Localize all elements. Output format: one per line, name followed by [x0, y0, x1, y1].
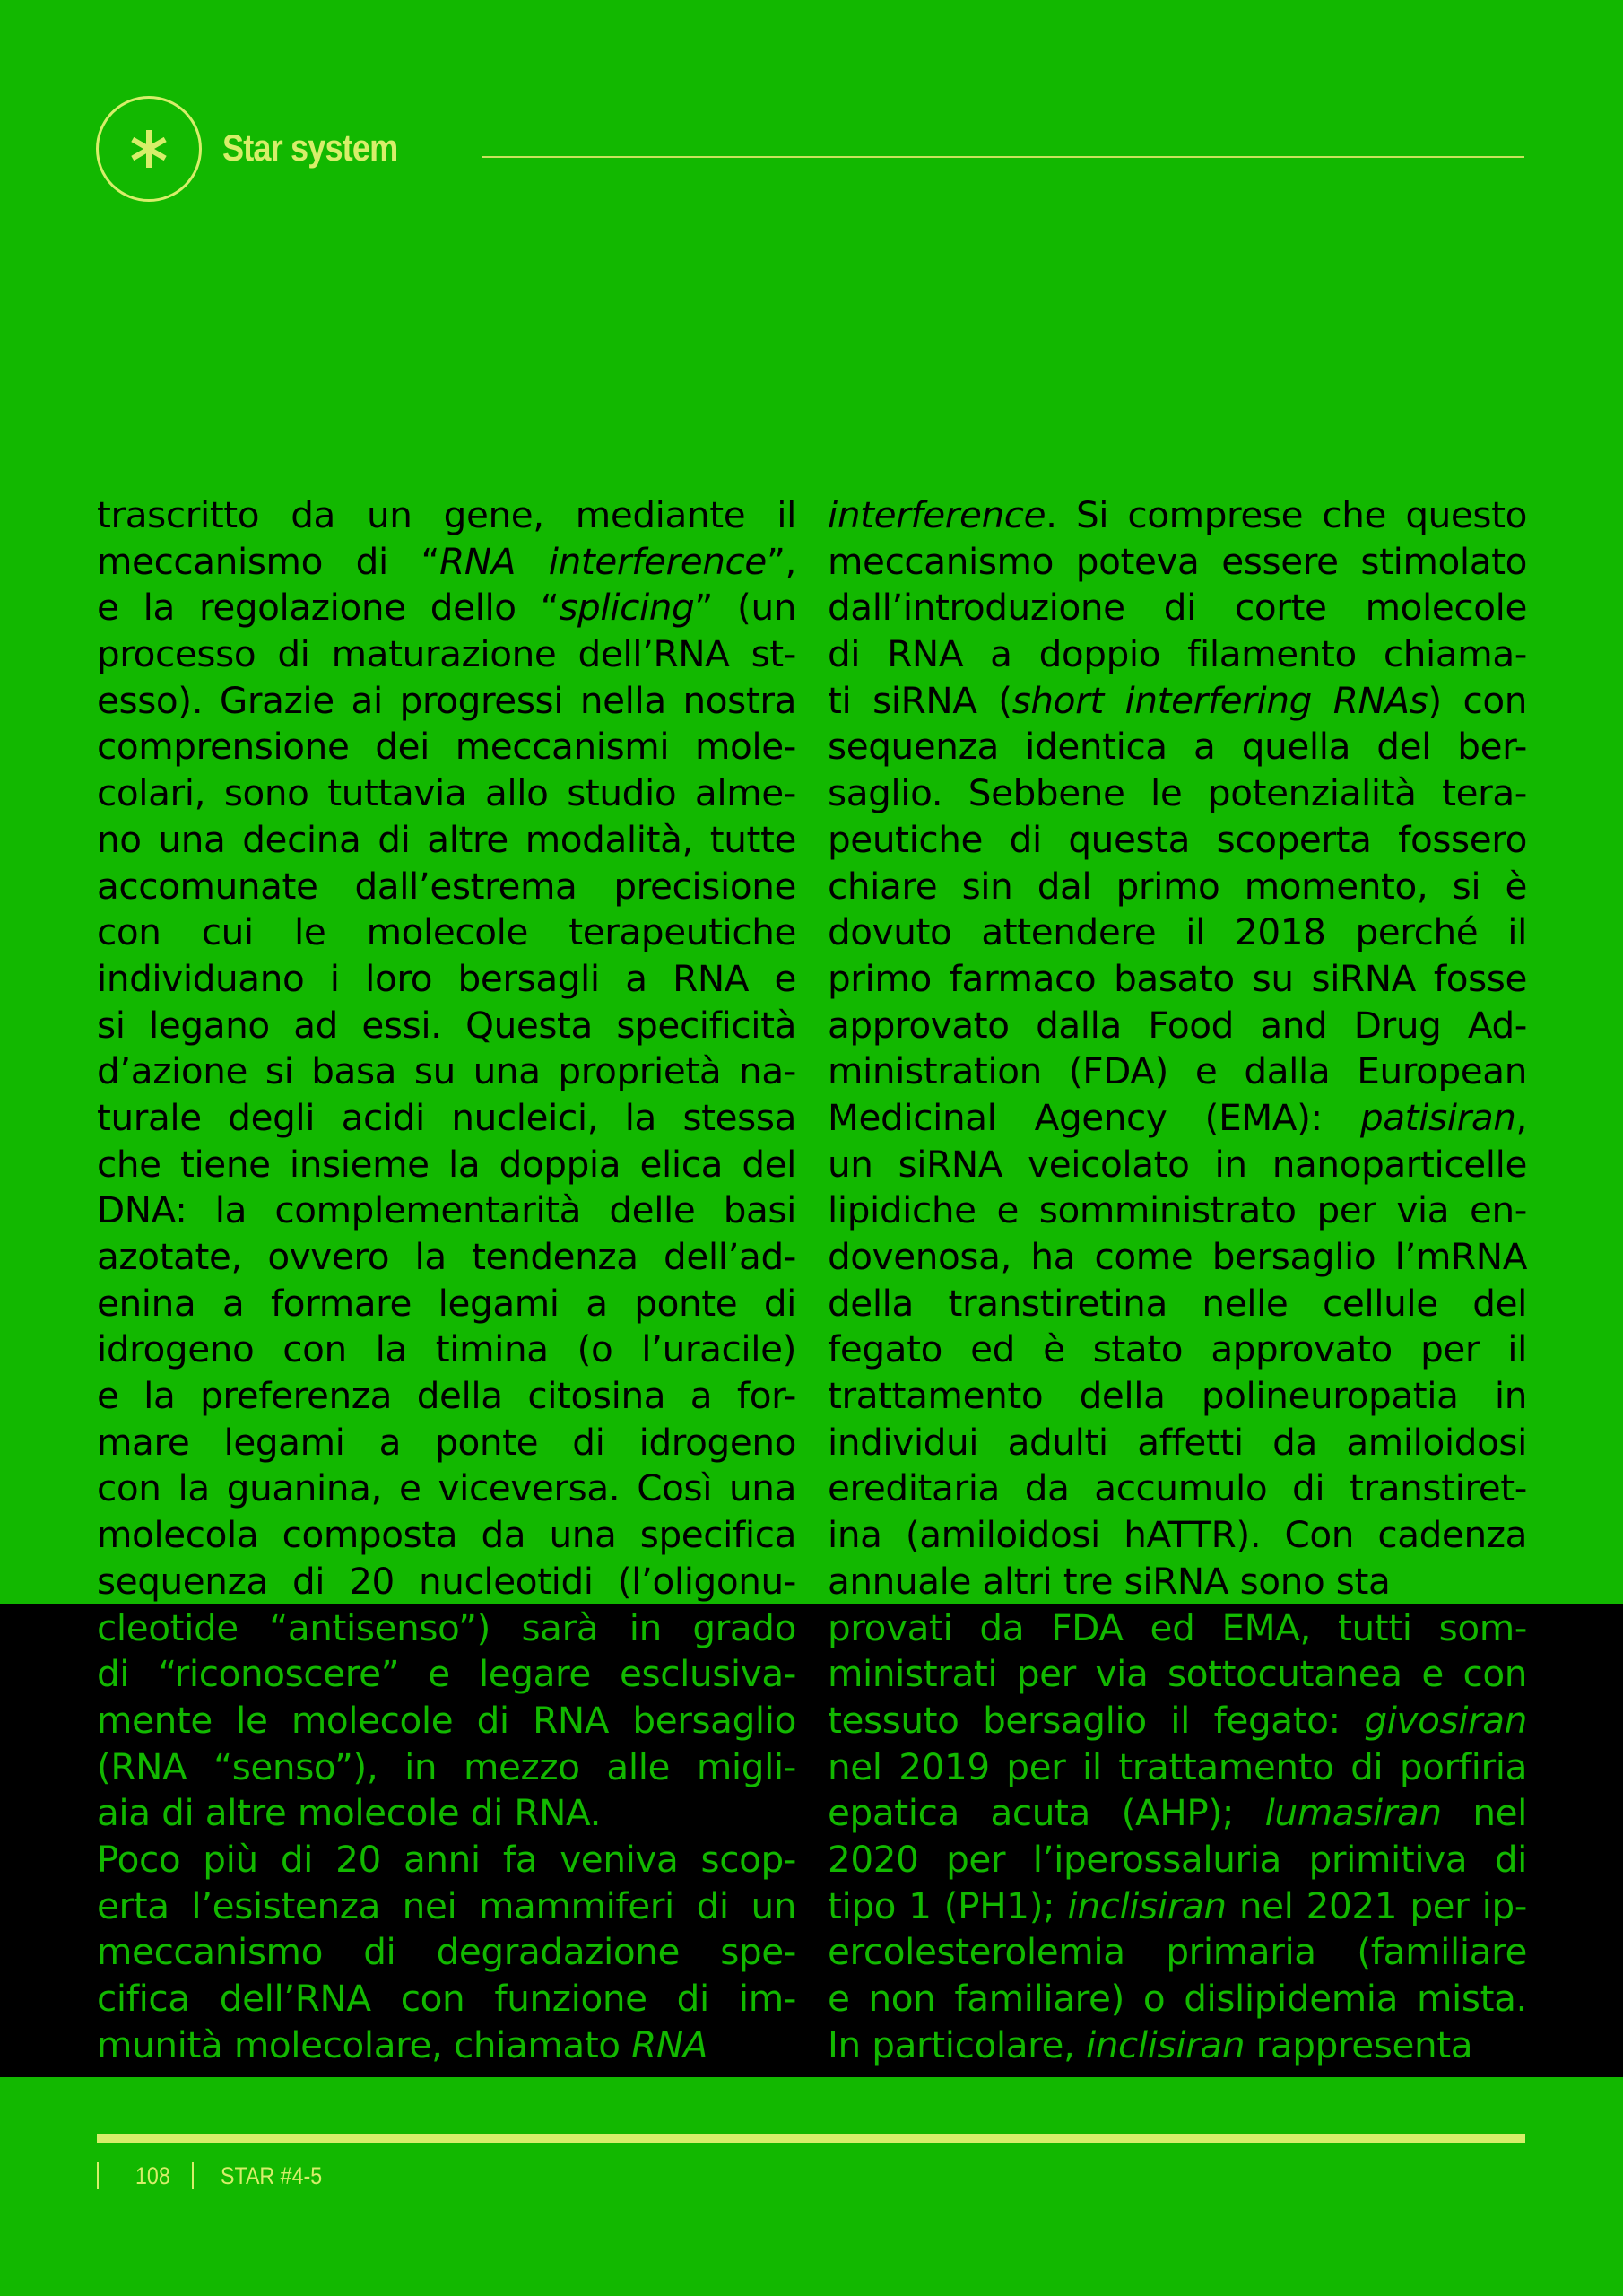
text-line: colari, sono tuttavia allo studio almе- [97, 771, 796, 815]
text-line: si legano ad essi. Questa specificità [97, 1003, 796, 1047]
text-line: e la regolazione dello “splicing” (un [97, 586, 796, 630]
left-column [97, 492, 796, 2068]
text-line: Medicinal Agency (EMA): patisiran, [828, 1095, 1527, 1139]
star-system-logo [96, 96, 202, 202]
text-line: ina (amiloidosi hATTR). Con cadenza [828, 1513, 1527, 1557]
header-rule [482, 156, 1524, 158]
issue-label: STAR #4-5 [221, 2162, 323, 2189]
text-line: mare legami a ponte di idrogeno [97, 1420, 796, 1464]
text-line: interference. Si comprese che questo [828, 493, 1527, 536]
text-line: turale degli acidi nucleici, la stessa [97, 1095, 796, 1139]
text-line: con cui le molecole terapeutiche [97, 910, 796, 954]
text-line: erta l’esistenza nei mammiferi di un [97, 1883, 796, 1927]
text-line: DNA: la complementarità delle basi [97, 1188, 796, 1232]
text-line: ministrati per via sottocutanea e con [828, 1652, 1527, 1696]
text-line: trattamento della polineuropatia in [828, 1374, 1527, 1418]
text-line: che tiene insieme la doppia elica del [97, 1142, 796, 1186]
asterisk-icon [128, 128, 169, 170]
text-line: primo farmaco basato su siRNA fosse [828, 956, 1527, 1000]
text-line: fegato ed è stato approvato per il [828, 1327, 1527, 1371]
footer-divider [97, 2162, 99, 2189]
text-line: individui adulti affetti da amiloidosi [828, 1420, 1527, 1464]
text-line: individuano i loro bersagli a RNA e [97, 956, 796, 1000]
text-line: e la preferenza della citosina a for- [97, 1374, 796, 1418]
footer-rule [97, 2134, 1525, 2143]
page-number: 108 [135, 2162, 170, 2189]
text-line: tipo 1 (PH1); inclisiran nel 2021 per ip- [828, 1883, 1527, 1927]
text-line: azotate, ovvero la tendenza dell’ad- [97, 1235, 796, 1278]
text-line: nel 2019 per il trattamento di porfiria [828, 1744, 1527, 1788]
text-line: In particolare, inclisiran rappresenta [828, 2022, 1473, 2066]
text-line: meccanismo poteva essere stimolato [828, 539, 1527, 583]
text-line: trascritto da un gene, mediante il [97, 493, 796, 536]
text-line: tessuto bersaglio il fegato: givosiran [828, 1698, 1527, 1742]
text-line: mente le molecole di RNA bersaglio [97, 1698, 796, 1742]
text-line: ti siRNA (short interfering RNAs) con [828, 678, 1527, 722]
text-line: molecola composta da una specifica [97, 1513, 796, 1557]
text-line: chiare sin dal primo momento, si è [828, 864, 1527, 908]
text-line: sequenza identica a quella del ber- [828, 725, 1527, 769]
text-line: epatica acuta (AHP); lumasiran nel [828, 1791, 1527, 1835]
text-line: ereditaria da accumulo di transtiret- [828, 1466, 1527, 1510]
text-line: accomunate dall’estrema precisione [97, 864, 796, 908]
text-line: lipidiche e somministrato per via en- [828, 1188, 1527, 1232]
text-line: saglio. Sebbene le potenzialità tera- [828, 771, 1527, 815]
text-line: approvato dalla Food and Drug Ad- [828, 1003, 1527, 1047]
text-line: con la guanina, e viceversa. Così una [97, 1466, 796, 1510]
text-line: enina a formare legami a ponte di [97, 1281, 796, 1325]
text-line: idrogeno con la timina (o l’uracile) [97, 1327, 796, 1371]
text-line: munità molecolare, chiamato RNA [97, 2022, 708, 2066]
text-line: esso). Grazie ai progressi nella nostra [97, 678, 796, 722]
text-line: aia di altre molecole di RNA. [97, 1791, 602, 1835]
text-line: meccanismo di degradazione spe- [97, 1930, 796, 1974]
text-line: sequenza di 20 nucleotidi (l’oligonu- [97, 1559, 796, 1603]
text-line: dovuto attendere il 2018 perché il [828, 910, 1527, 954]
text-line: ministration (FDA) e dalla European [828, 1049, 1527, 1093]
text-line: dovenosa, ha come bersaglio l’mRNA [828, 1235, 1527, 1278]
text-line: comprensione dei meccanismi mole- [97, 725, 796, 769]
text-line: no una decina di altre modalità, tutte [97, 817, 796, 861]
text-line: (RNA “senso”), in mezzo alle migli- [97, 1744, 796, 1788]
text-line: un siRNA veicolato in nanoparticelle [828, 1142, 1527, 1186]
footer-divider [192, 2162, 194, 2189]
right-column [828, 492, 1527, 2068]
text-line: cleotide “antisenso”) sarà in grado [97, 1605, 796, 1649]
text-line: ercolesterolemia primaria (familiare [828, 1930, 1527, 1974]
text-line: 2020 per l’iperossaluria primitiva di [828, 1837, 1527, 1881]
text-line: annuale altri tre siRNA sono sta [828, 1559, 1391, 1603]
text-line: di “riconoscere” e legare esclusiva- [97, 1652, 796, 1696]
text-line: provati da FDA ed EMA, tutti som- [828, 1605, 1527, 1649]
text-line: cifica dell’RNA con funzione di im- [97, 1977, 796, 2020]
text-line: dall’introduzione di corte molecole [828, 586, 1527, 630]
text-line: processo di maturazione dell’RNA st- [97, 632, 796, 676]
text-line: e non familiare) o dislipidemia mista. [828, 1977, 1527, 2020]
text-line: della transtiretina nelle cellule del [828, 1281, 1527, 1325]
text-line: meccanismo di “RNA interference”, [97, 539, 796, 583]
section-title: Star system [222, 126, 398, 169]
text-line: peutiche di questa scoperta fossero [828, 817, 1527, 861]
text-line: di RNA a doppio filamento chiama- [828, 632, 1527, 676]
text-line: d’azione si basa su una proprietà na- [97, 1049, 796, 1093]
text-line: Poco più di 20 anni fa veniva scop- [97, 1837, 796, 1881]
